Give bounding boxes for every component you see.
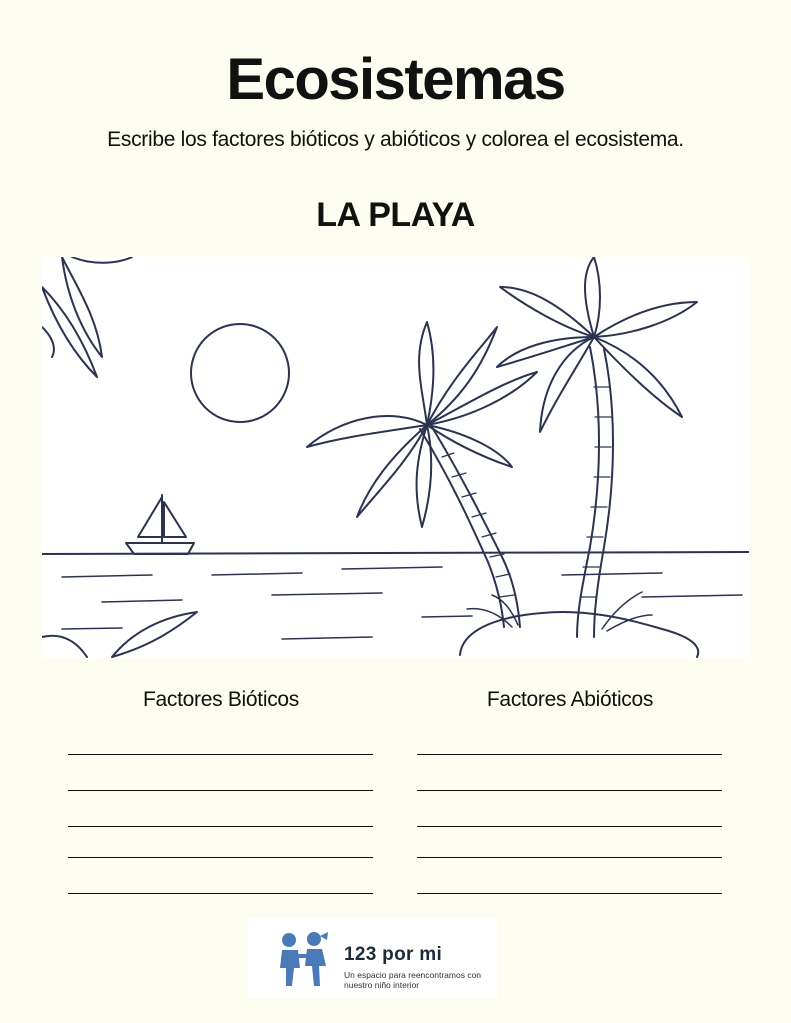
abiotic-writing-line[interactable] xyxy=(417,826,722,827)
brand-logo xyxy=(248,918,498,998)
brand-name: 123 por mi xyxy=(344,944,443,965)
instructions: Escribe los factores bióticos y abióticos y colorea el ecosistema. xyxy=(107,128,684,151)
sun xyxy=(191,324,289,422)
abiotic-writing-line[interactable] xyxy=(417,857,722,858)
biotic-writing-line[interactable] xyxy=(68,857,373,858)
water-ripples xyxy=(62,567,742,639)
children-icon xyxy=(274,930,334,990)
brand-tagline: Un espacio para reencontramos con nuestro niño interior xyxy=(344,970,482,990)
sailboat xyxy=(126,495,194,554)
biotic-writing-line[interactable] xyxy=(68,790,373,791)
palm-fronds-top-left xyxy=(42,257,132,377)
biotic-writing-line[interactable] xyxy=(68,754,373,755)
abiotic-writing-line[interactable] xyxy=(417,754,722,755)
island xyxy=(460,612,698,657)
beach-illustration xyxy=(42,257,749,658)
biotic-writing-line[interactable] xyxy=(68,893,373,894)
abiotic-writing-line[interactable] xyxy=(417,790,722,791)
biotic-factors-label: Factores Bióticos xyxy=(143,688,299,711)
biotic-writing-line[interactable] xyxy=(68,826,373,827)
palm-fronds-bottom-left xyxy=(42,612,197,657)
page-title: Ecosistemas xyxy=(226,47,565,112)
palm-tree-left xyxy=(307,322,537,627)
section-heading: LA PLAYA xyxy=(316,196,475,234)
palm-tree-right xyxy=(497,257,697,637)
abiotic-writing-line[interactable] xyxy=(417,893,722,894)
abiotic-factors-label: Factores Abióticos xyxy=(486,688,654,711)
